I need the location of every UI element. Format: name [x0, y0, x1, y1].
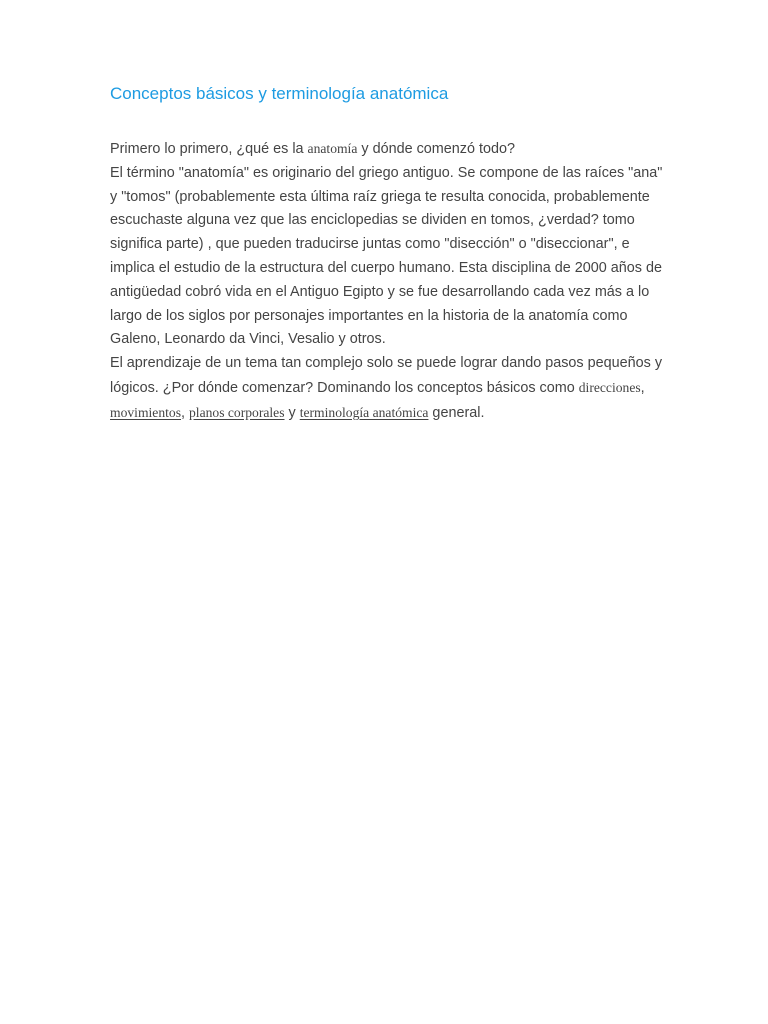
learning-paragraph — [110, 352, 670, 425]
term-direcciones: direcciones — [578, 379, 641, 395]
link-planos-corporales[interactable]: planos corporales — [189, 404, 285, 420]
separator: y — [284, 404, 300, 421]
separator: , — [181, 404, 189, 421]
link-terminologia-anatomica[interactable]: terminología anatómica — [299, 404, 429, 420]
link-movimientos[interactable]: movimientos — [110, 404, 181, 420]
intro-paragraph — [110, 137, 670, 162]
learning-text-end: general. — [428, 404, 485, 421]
article-body — [110, 137, 670, 426]
etymology-paragraph: El término "anatomía" es originario del griego antiguo. Se compone de las raíces "ana" y "tomos" (probablemente esta última raíz griega te resulta conocida, probablemente escuchaste alguna vez que las enciclopedias se dividen en tomos, ¿verdad? tomo significa parte) , que pueden traducirse juntas como "disección" o "diseccionar", e implica el estudio de la estructura del cuerpo humano. Esta disciplina de 2000 años de antigüedad cobró vida en el Antiguo Egipto y se fue desarrollando cada vez más a lo largo de los siglos por personajes importantes en la historia de la anatomía como Galeno, Leonardo da Vinci, Vesalio y otros. — [110, 164, 663, 348]
term-anatomia: anatomía — [307, 141, 358, 156]
learning-text: El aprendizaje de un tema tan complejo solo se puede lograr dando pasos pequeños y lógicos. ¿Por dónde comenzar? Dominando los conceptos básicos como — [110, 355, 663, 396]
intro-text-before: Primero lo primero, ¿qué es la — [110, 141, 308, 157]
page-title: Conceptos básicos y terminología anatómica — [110, 84, 449, 103]
separator: , — [640, 379, 645, 396]
intro-text-after: y dónde comenzó todo? — [357, 141, 515, 157]
